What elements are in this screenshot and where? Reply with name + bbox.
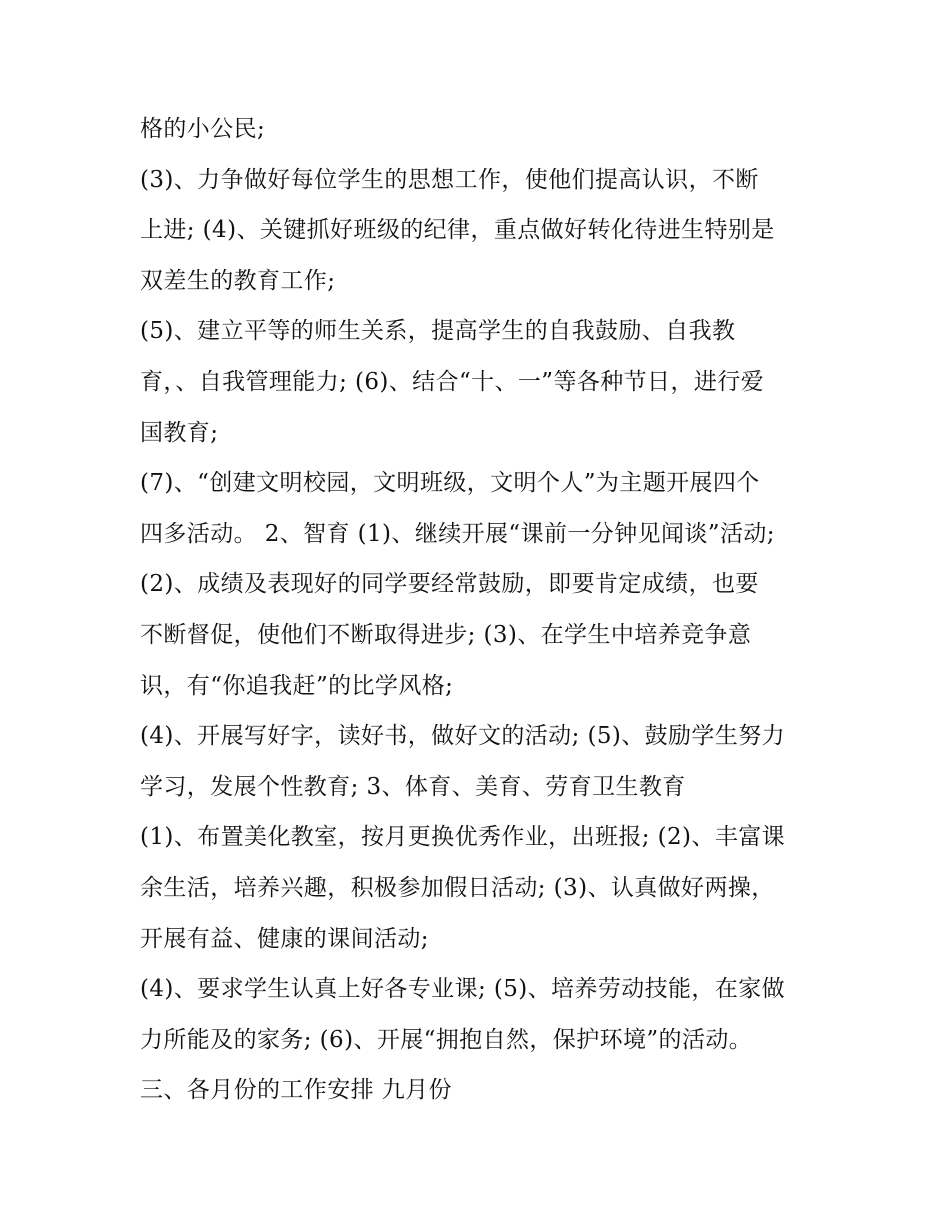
text-line-13: (4)、开展写好字，读好书，做好文的活动; (5)、鼓励学生努力	[140, 723, 786, 750]
text-line-5: (5)、建立平等的师生关系，提高学生的自我鼓励、自我教	[140, 318, 736, 345]
text-line-9: 四多活动。 2、智育 (1)、继续开展“课前一分钟见闻谈”活动;	[140, 520, 775, 547]
text-line-18: (4)、要求学生认真上好各专业课; (5)、培养劳动技能，在家做	[140, 976, 786, 1003]
text-line-15: (1)、布置美化教室，按月更换优秀作业，出班报; (2)、丰富课	[140, 824, 786, 851]
document-body	[140, 104, 830, 1116]
text-line-20: 三、各月份的工作安排 九月份	[140, 1077, 452, 1104]
text-line-3: 上进; (4)、关键抓好班级的纪律，重点做好转化待进生特别是	[140, 217, 775, 244]
text-line-7: 国教育;	[140, 419, 219, 446]
text-line-19: 力所能及的家务; (6)、开展“拥抱自然，保护环境”的活动。	[140, 1026, 753, 1053]
text-line-8: (7)、“创建文明校园，文明班级，文明个人”为主题开展四个	[140, 470, 760, 497]
text-line-2: (3)、力争做好每位学生的思想工作，使他们提高认识，不断	[140, 166, 759, 193]
text-line-16: 余生活，培养兴趣，积极参加假日活动; (3)、认真做好两操，	[140, 874, 775, 901]
text-line-11: 不断督促，使他们不断取得进步; (3)、在学生中培养竞争意	[140, 621, 752, 648]
text-line-6: 育，、自我管理能力; (6)、结合“十、一”等各种节日，进行爱	[140, 368, 765, 395]
text-line-10: (2)、成绩及表现好的同学要经常鼓励，即要肯定成绩，也要	[140, 571, 759, 598]
text-line-4: 双差生的教育工作;	[140, 267, 336, 294]
text-line-1: 格的小公民;	[140, 116, 266, 142]
text-line-17: 开展有益、健康的课间活动;	[140, 925, 429, 952]
text-line-14: 学习，发展个性教育; 3、体育、美育、劳育卫生教育	[140, 773, 686, 800]
text-line-12: 识，有“你追我赶”的比学风格;	[140, 672, 454, 699]
